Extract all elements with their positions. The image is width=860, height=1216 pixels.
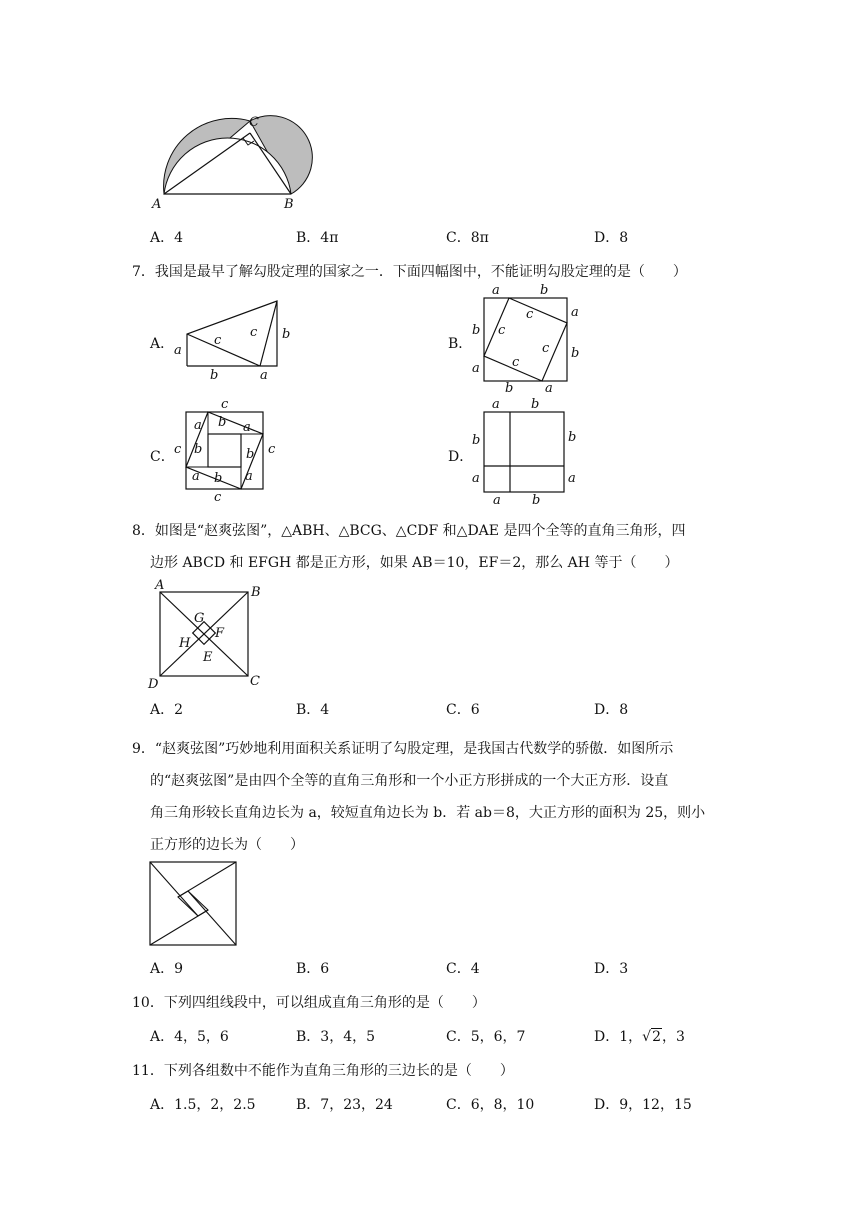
q9-option-d[interactable]: D．3	[594, 961, 629, 977]
q7-stem: 7．我国是最早了解勾股定理的国家之一．下面四幅图中，不能证明勾股定理的是（ ）	[132, 264, 687, 280]
q8-stem-line1: 8．如图是“赵爽弦图”，△ABH、△BCG、△CDF 和△DAE 是四个全等的直角三角形，四	[132, 523, 686, 539]
q6-option-c[interactable]: C．8π	[446, 230, 489, 246]
q7b-c4: c	[512, 355, 520, 370]
q9-stem-line3: 角三角形较长直角边长为 a，较短直角边长为 b．若 ab＝8，大正方形的面积为 25，则小	[150, 805, 706, 821]
q7c-bottom-c: c	[214, 490, 222, 505]
q7c-right-c: c	[268, 442, 276, 457]
q7b-left-a: a	[472, 361, 480, 376]
q6-option-b[interactable]: B．4π	[296, 230, 339, 246]
q8-option-b[interactable]: B．4	[296, 702, 330, 718]
q7c-b1: b	[218, 415, 227, 430]
q8-stem-line2: 边形 ABCD 和 EFGH 都是正方形，如果 AB＝10，EF＝2，那么 AH 等于（ ）	[150, 555, 679, 571]
q7b-top-a: a	[492, 283, 500, 298]
q8-label-a: A	[155, 578, 165, 593]
q7a-label-c1: c	[214, 333, 222, 348]
q7-option-a-letter[interactable]: A．	[150, 336, 175, 352]
q11-option-c[interactable]: C．6，8，10	[446, 1097, 535, 1113]
q7b-top-b: b	[540, 283, 549, 298]
q8-option-c[interactable]: C．6	[446, 702, 480, 718]
q7d-bottom-a: a	[493, 493, 501, 508]
q8-label-g: G	[194, 611, 205, 626]
q10-option-c[interactable]: C．5，6，7	[446, 1029, 526, 1045]
q11-option-d[interactable]: D．9，12，15	[594, 1097, 692, 1113]
q9-option-c[interactable]: C．4	[446, 961, 480, 977]
q7c-b4: b	[214, 471, 223, 486]
q10-option-d-suffix: ，3	[661, 1029, 685, 1045]
q6-figure	[150, 108, 315, 213]
q9-option-b[interactable]: B．6	[296, 961, 330, 977]
q7-option-b-letter[interactable]: B．	[448, 336, 473, 352]
q7-option-c-letter[interactable]: C．	[150, 449, 175, 465]
q11-option-b[interactable]: B．7，23，24	[296, 1097, 393, 1113]
q7b-c1: c	[498, 323, 506, 338]
q10-stem: 10．下列四组线段中，可以组成直角三角形的是（ ）	[132, 995, 486, 1011]
q7-figure-d	[468, 396, 583, 508]
q7b-right-b: b	[571, 346, 580, 361]
q7a-label-c2: c	[250, 325, 258, 340]
q7-figure-b	[468, 282, 583, 396]
q10-option-a[interactable]: A．4，5，6	[150, 1029, 229, 1045]
q8-label-e: E	[203, 650, 213, 665]
q7d-left-b: b	[472, 433, 481, 448]
q9-stem-line1: 9．“赵爽弦图”巧妙地利用面积关系证明了勾股定理，是我国古代数学的骄傲．如图所示	[132, 741, 674, 757]
q10-option-d-radicand: 2	[652, 1029, 661, 1045]
q8-label-b: B	[251, 585, 261, 600]
q9-figure	[148, 860, 240, 948]
q7b-bottom-b: b	[505, 381, 514, 396]
q7c-a4: a	[245, 469, 253, 484]
sqrt-symbol: √2	[642, 1029, 661, 1045]
q6-label-b: B	[284, 197, 294, 212]
q7c-a2: a	[243, 420, 251, 435]
q7c-a3: a	[192, 469, 200, 484]
q7c-b3: b	[246, 447, 255, 462]
q7-option-d-letter[interactable]: D．	[448, 449, 474, 465]
q7b-right-a: a	[571, 305, 579, 320]
q7b-bottom-a: a	[545, 381, 553, 396]
q7d-right-b: b	[568, 430, 577, 445]
q7c-top-c: c	[221, 397, 229, 412]
q7d-top-b: b	[531, 397, 540, 412]
q8-option-a[interactable]: A．2	[150, 702, 184, 718]
q6-label-a: A	[152, 197, 162, 212]
q7c-a1: a	[194, 418, 202, 433]
q8-label-h: H	[179, 636, 191, 651]
q7a-label-b2: b	[210, 368, 219, 383]
q7b-c2: c	[526, 307, 534, 322]
q7d-bottom-b: b	[532, 493, 541, 508]
q9-option-a[interactable]: A．9	[150, 961, 184, 977]
q7c-left-c: c	[174, 442, 182, 457]
q8-label-d: D	[148, 677, 159, 692]
q10-option-b[interactable]: B．3，4，5	[296, 1029, 376, 1045]
q10-option-d-prefix: D．1，	[594, 1029, 643, 1045]
q6-label-c: C	[249, 115, 259, 130]
q7c-b2: b	[194, 442, 203, 457]
q7-figure-a	[170, 296, 300, 382]
q7b-c3: c	[542, 341, 550, 356]
q7a-label-b1: b	[282, 327, 291, 342]
q8-figure	[146, 580, 271, 690]
q7a-label-a2: a	[260, 368, 268, 383]
q9-stem-line4: 正方形的边长为（ ）	[150, 837, 304, 853]
q6-option-a[interactable]: A．4	[150, 230, 184, 246]
q8-option-d[interactable]: D．8	[594, 702, 629, 718]
q7d-right-a: a	[568, 471, 576, 486]
q10-option-d[interactable]	[594, 1026, 685, 1046]
q8-label-f: F	[215, 626, 225, 641]
q9-stem-line2: 的“赵爽弦图”是由四个全等的直角三角形和一个小正方形拼成的一个大正方形．设直	[150, 773, 669, 789]
q7a-label-a1: a	[174, 343, 182, 358]
q7d-top-a: a	[492, 397, 500, 412]
q8-label-c: C	[250, 674, 260, 689]
q6-option-d[interactable]: D．8	[594, 230, 629, 246]
q11-stem: 11．下列各组数中不能作为直角三角形的三边长的是（ ）	[132, 1063, 514, 1079]
q7d-left-a: a	[472, 471, 480, 486]
q7-figure-c	[170, 396, 280, 504]
q11-option-a[interactable]: A．1.5，2，2.5	[150, 1097, 256, 1113]
q7b-left-b: b	[472, 323, 481, 338]
